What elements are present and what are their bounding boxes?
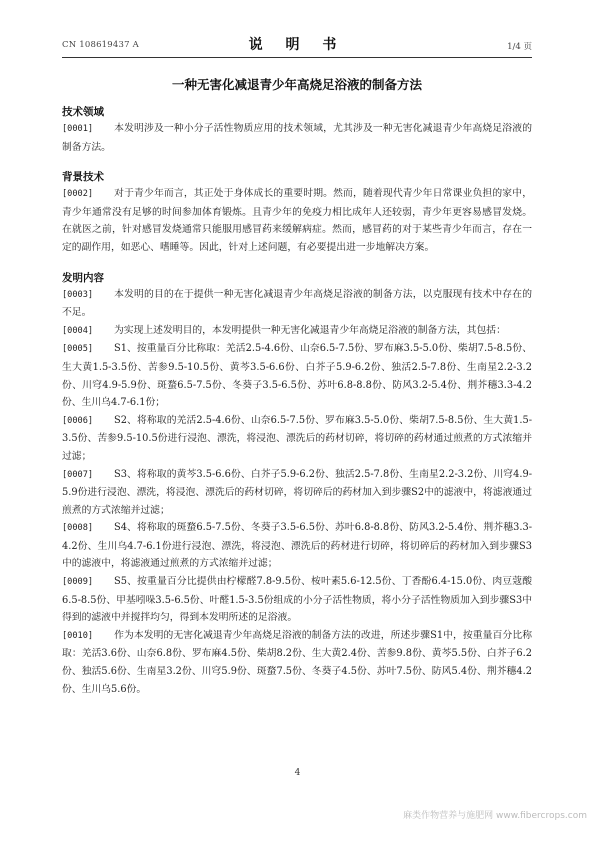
paragraph-text: 对于青少年而言，其正处于身体成长的重要时期。然而，随着现代青少年日常课业负担的家中，青少年通常没有足够的时间参加体育锻炼。且青少年的免疫力相比成年人还较弱，青少年更容易感冒发烧。在就医之前，针对感冒发烧通常只能服用感冒药来缓解病症。然而，感冒药的对于某些青少年而言，存在一定的副作用，如恶心、嗜睡等。因此，针对上述问题，有必要提出进一步地解决方案。 — [62, 188, 532, 253]
paragraph-text: 作为本发明的无害化减退青少年高烧足浴液的制备方法的改进，所述步骤S1中，按重量百分比称取：羌活3.6份、山奈6.8份、罗布麻4.5份、柴胡8.2份、生大黄2.4份、苦参9.8份、黄芩5.5份、白芥子6.2份、独活5.6份、生南星3.2份、川穹5.9份、斑蝥7.5份、冬葵子4.5份、苏叶7.5份、防风5.4份、荆芥穗4.2份、生川乌5.6份。 — [62, 629, 532, 695]
paragraph — [62, 120, 532, 156]
paragraph-text: S4、将称取的斑蝥6.5-7.5份、冬葵子3.5-6.5份、苏叶6.8-8.8份、防风3.2-5.4份、荆芥穗3.3-4.2份、生川乌4.7-6.1份进行浸泡、漂洗，将浸泡、漂洗后的药材进行切碎，将切碎后的药材加入到步骤S3中的滤液中，将滤液通过煎煮的方式浓缩并过滤； — [62, 522, 532, 570]
paragraph-text: 为实现上述发明目的，本发明提供一种无害化减退青少年高烧足浴液的制备方法，其包括： — [114, 324, 506, 336]
paragraph — [62, 466, 532, 520]
paragraph — [62, 519, 532, 573]
patent-number: CN 108619437 A — [62, 40, 139, 50]
page-number: 4 — [294, 768, 301, 778]
header-divider — [62, 57, 532, 58]
paragraph — [62, 286, 532, 322]
paragraph-number: [0007] — [62, 469, 94, 480]
paragraph — [62, 185, 532, 256]
paragraph-number: [0005] — [62, 344, 94, 355]
paragraph-text: 本发明的目的在于提供一种无害化减退青少年高烧足浴液的制备方法，以克服现有技术中存在的不足。 — [62, 288, 532, 319]
paragraph-number: [0008] — [62, 523, 94, 534]
paragraph-text: S1、按重量百分比称取：羌活2.5-4.6份、山奈6.5-7.5份、罗布麻3.5-5.0份、柴胡7.5-8.5份、生大黄1.5-3.5份、苦参9.5-10.5份、黄芩3.5-6.6份、白芥子5.9-6.2份、独活2.5-7.8份、生南星2.2-3.2份、川穹4.9-5.9份、斑蝥6.5-7.5份、冬葵子3.5-6.5份、苏叶6.8-8.8份、防风3.2-5.4份、荆芥穗3.3-4.2份、生川乌4.7-6.1份； — [62, 343, 532, 409]
paragraph — [62, 573, 532, 627]
paragraph-number: [0002] — [62, 189, 94, 200]
paragraph-number: [0010] — [62, 630, 94, 641]
document-title: 一种无害化减退青少年高烧足浴液的制备方法 — [171, 77, 422, 92]
page-header — [62, 38, 532, 56]
paragraph-number: [0003] — [62, 289, 94, 300]
paragraph — [62, 322, 532, 341]
section-heading-invention: 发明内容 — [62, 271, 104, 284]
page-count: 1/4 页 — [507, 42, 532, 52]
document-body — [62, 104, 532, 698]
paragraph-text: 本发明涉及一种小分子活性物质应用的技术领域，尤其涉及一种无害化减退青少年高烧足浴液的制备方法。 — [62, 123, 532, 153]
paragraph — [62, 412, 532, 466]
paragraph-text: S5、按重量百分比提供由柠檬醛7.8-9.5份、桉叶素5.6-12.5份、丁香酚6.4-15.0份、肉豆蔻酸6.5-8.5份、甲基吲哚3.5-6.5份、叶醛1.5-3.5份组成的小分子活性物质，将小分子活性物质加入到步骤S3中得到的滤液中并搅拌均匀，得到本发明所述的足浴液。 — [62, 576, 532, 624]
section-heading-background: 背景技术 — [62, 171, 104, 184]
paragraph-text: S2、将称取的羌活2.5-4.6份、山奈6.5-7.5份、罗布麻3.5-5.0份、柴胡7.5-8.5份、生大黄1.5-3.5份、苦参9.5-10.5份进行浸泡、漂洗，将浸泡、漂洗后的药材切碎，将切碎的药材通过煎煮的方式浓缩并过滤； — [62, 414, 532, 462]
paragraph-number: [0004] — [62, 325, 94, 336]
paragraph — [62, 340, 532, 411]
paragraph-text: S3、将称取的黄芩3.5-6.6份、白芥子5.9-6.2份、独活2.5-7.8份、生南星2.2-3.2份、川穹4.9-5.9份进行浸泡、漂洗，将浸泡、漂洗后的药材切碎，将切碎后的药材加入到步骤S2中的滤液中，将滤液通过煎煮的方式浓缩并过滤； — [62, 468, 532, 516]
section-heading-tech-field: 技术领域 — [62, 106, 104, 118]
paragraph-number: [0009] — [62, 577, 94, 588]
paragraph-number: [0001] — [62, 124, 94, 134]
site-watermark: 麻类作物营养与施肥网 www.fibercrops.com — [403, 811, 587, 821]
paragraph — [62, 627, 532, 698]
document-type-title: 说 明 书 — [248, 37, 346, 53]
paragraph-number: [0006] — [62, 415, 94, 426]
